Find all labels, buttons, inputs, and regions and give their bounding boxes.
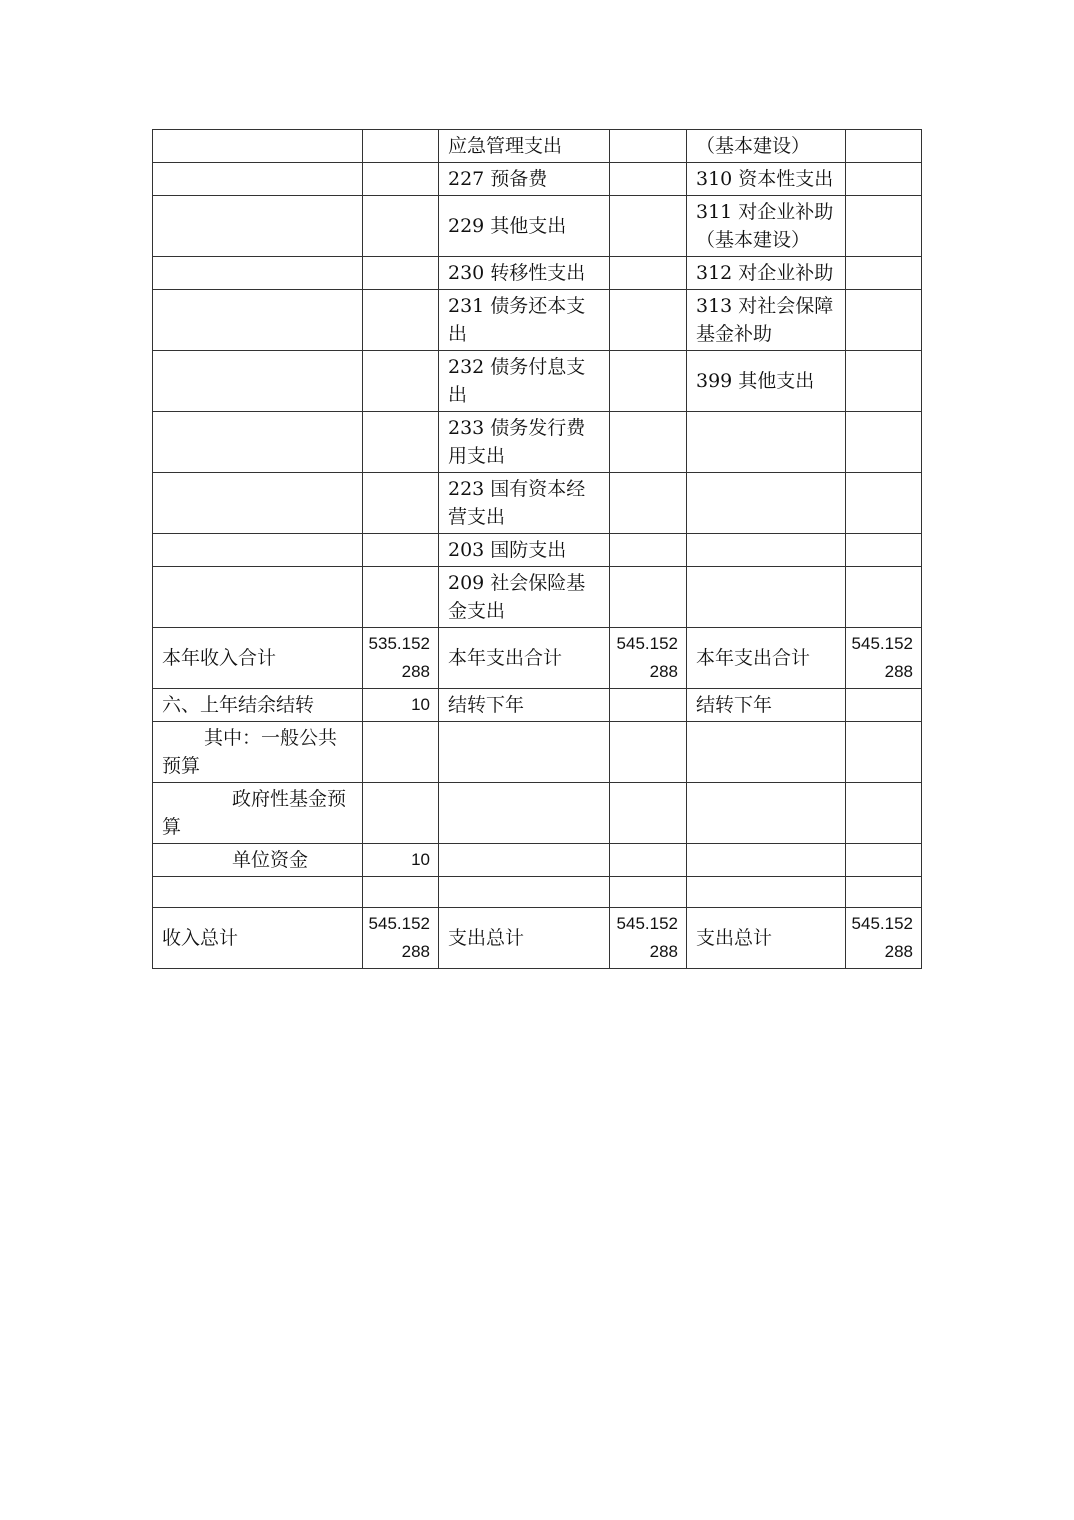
expense-economic-cell: 311 对企业补助（基本建设） (687, 196, 846, 257)
expense-function-amount-cell (610, 844, 687, 877)
expense-economic-cell: 结转下年 (687, 689, 846, 722)
budget-table (152, 129, 922, 969)
expense-economic-amount-cell (846, 877, 922, 908)
income-amount-cell (363, 722, 439, 783)
income-amount-cell (363, 473, 439, 534)
expense-economic-amount-cell (846, 196, 922, 257)
table-row (153, 290, 922, 351)
expense-function-cell (439, 844, 610, 877)
expense-economic-amount-cell (846, 290, 922, 351)
expense-function-amount-cell (610, 130, 687, 163)
expense-economic-cell: 312 对企业补助 (687, 257, 846, 290)
income-item-cell: 收入总计 (153, 908, 363, 969)
income-amount-cell (363, 196, 439, 257)
income-item-cell (153, 257, 363, 290)
expense-function-amount-cell (610, 163, 687, 196)
income-item-cell (153, 196, 363, 257)
table-row (153, 351, 922, 412)
expense-economic-amount-cell (846, 412, 922, 473)
income-amount-cell (363, 783, 439, 844)
expense-economic-cell (687, 534, 846, 567)
income-item-cell (153, 473, 363, 534)
expense-economic-amount-cell (846, 534, 922, 567)
expense-function-cell: 223 国有资本经营支出 (439, 473, 610, 534)
expense-function-cell: 203 国防支出 (439, 534, 610, 567)
table-row (153, 567, 922, 628)
expense-function-amount-cell (610, 351, 687, 412)
expense-function-cell: 231 债务还本支出 (439, 290, 610, 351)
expense-economic-amount-cell (846, 473, 922, 534)
expense-function-amount-cell (610, 473, 687, 534)
income-item-cell: 六、上年结余结转 (153, 689, 363, 722)
table-row (153, 130, 922, 163)
expense-economic-cell (687, 877, 846, 908)
expense-function-amount-cell (610, 877, 687, 908)
table-row (153, 908, 922, 969)
expense-function-amount-cell (610, 722, 687, 783)
expense-economic-cell: 310 资本性支出 (687, 163, 846, 196)
expense-economic-amount-cell (846, 257, 922, 290)
expense-economic-cell: 313 对社会保障基金补助 (687, 290, 846, 351)
expense-function-cell: 本年支出合计 (439, 628, 610, 689)
expense-economic-amount-cell (846, 351, 922, 412)
expense-economic-cell: 本年支出合计 (687, 628, 846, 689)
expense-function-amount-cell (610, 783, 687, 844)
expense-function-amount-cell (610, 257, 687, 290)
table-row (153, 877, 922, 908)
expense-function-amount-cell (610, 290, 687, 351)
expense-function-cell: 227 预备费 (439, 163, 610, 196)
expense-economic-amount-cell: 545.152288 (846, 628, 922, 689)
expense-economic-cell: （基本建设） (687, 130, 846, 163)
table-row (153, 473, 922, 534)
expense-economic-cell: 支出总计 (687, 908, 846, 969)
income-item-cell: 单位资金 (153, 844, 363, 877)
expense-economic-amount-cell (846, 783, 922, 844)
income-item-cell (153, 877, 363, 908)
income-item-cell: 政府性基金预算 (153, 783, 363, 844)
table-row (153, 412, 922, 473)
expense-economic-cell: 399 其他支出 (687, 351, 846, 412)
expense-function-cell: 232 债务付息支出 (439, 351, 610, 412)
expense-function-cell (439, 877, 610, 908)
expense-function-cell: 支出总计 (439, 908, 610, 969)
income-item-cell (153, 130, 363, 163)
expense-function-amount-cell: 545.152288 (610, 628, 687, 689)
income-amount-cell (363, 534, 439, 567)
expense-function-cell: 应急管理支出 (439, 130, 610, 163)
expense-function-cell: 结转下年 (439, 689, 610, 722)
expense-economic-amount-cell (846, 689, 922, 722)
expense-function-amount-cell (610, 567, 687, 628)
table-row (153, 196, 922, 257)
expense-function-cell (439, 783, 610, 844)
income-amount-cell (363, 567, 439, 628)
income-amount-cell (363, 877, 439, 908)
expense-function-cell: 233 债务发行费用支出 (439, 412, 610, 473)
expense-function-amount-cell (610, 412, 687, 473)
expense-economic-cell (687, 844, 846, 877)
expense-function-amount-cell (610, 689, 687, 722)
table-row (153, 783, 922, 844)
expense-economic-amount-cell (846, 567, 922, 628)
expense-function-amount-cell (610, 196, 687, 257)
income-item-cell (153, 351, 363, 412)
table-row (153, 689, 922, 722)
income-item-cell: 本年收入合计 (153, 628, 363, 689)
income-amount-cell (363, 412, 439, 473)
expense-economic-amount-cell (846, 130, 922, 163)
income-amount-cell: 545.152288 (363, 908, 439, 969)
income-amount-cell (363, 163, 439, 196)
income-amount-cell (363, 130, 439, 163)
income-amount-cell (363, 290, 439, 351)
budget-table-body (153, 130, 922, 969)
expense-function-amount-cell (610, 534, 687, 567)
table-row (153, 844, 922, 877)
expense-function-cell: 229 其他支出 (439, 196, 610, 257)
expense-economic-cell (687, 567, 846, 628)
table-row (153, 722, 922, 783)
income-amount-cell: 535.152288 (363, 628, 439, 689)
expense-economic-cell (687, 473, 846, 534)
income-amount-cell (363, 351, 439, 412)
income-amount-cell: 10 (363, 844, 439, 877)
income-item-cell (153, 163, 363, 196)
expense-function-cell (439, 722, 610, 783)
table-row (153, 628, 922, 689)
expense-economic-amount-cell: 545.152288 (846, 908, 922, 969)
income-amount-cell: 10 (363, 689, 439, 722)
expense-economic-amount-cell (846, 722, 922, 783)
expense-function-amount-cell: 545.152288 (610, 908, 687, 969)
table-row (153, 163, 922, 196)
expense-economic-amount-cell (846, 163, 922, 196)
income-item-cell (153, 412, 363, 473)
expense-economic-cell (687, 412, 846, 473)
expense-economic-cell (687, 722, 846, 783)
income-item-cell (153, 534, 363, 567)
table-row (153, 534, 922, 567)
expense-economic-cell (687, 783, 846, 844)
expense-function-cell: 230 转移性支出 (439, 257, 610, 290)
income-amount-cell (363, 257, 439, 290)
income-item-cell: 其中：一般公共预算 (153, 722, 363, 783)
expense-economic-amount-cell (846, 844, 922, 877)
expense-function-cell: 209 社会保险基金支出 (439, 567, 610, 628)
income-item-cell (153, 290, 363, 351)
table-row (153, 257, 922, 290)
income-item-cell (153, 567, 363, 628)
